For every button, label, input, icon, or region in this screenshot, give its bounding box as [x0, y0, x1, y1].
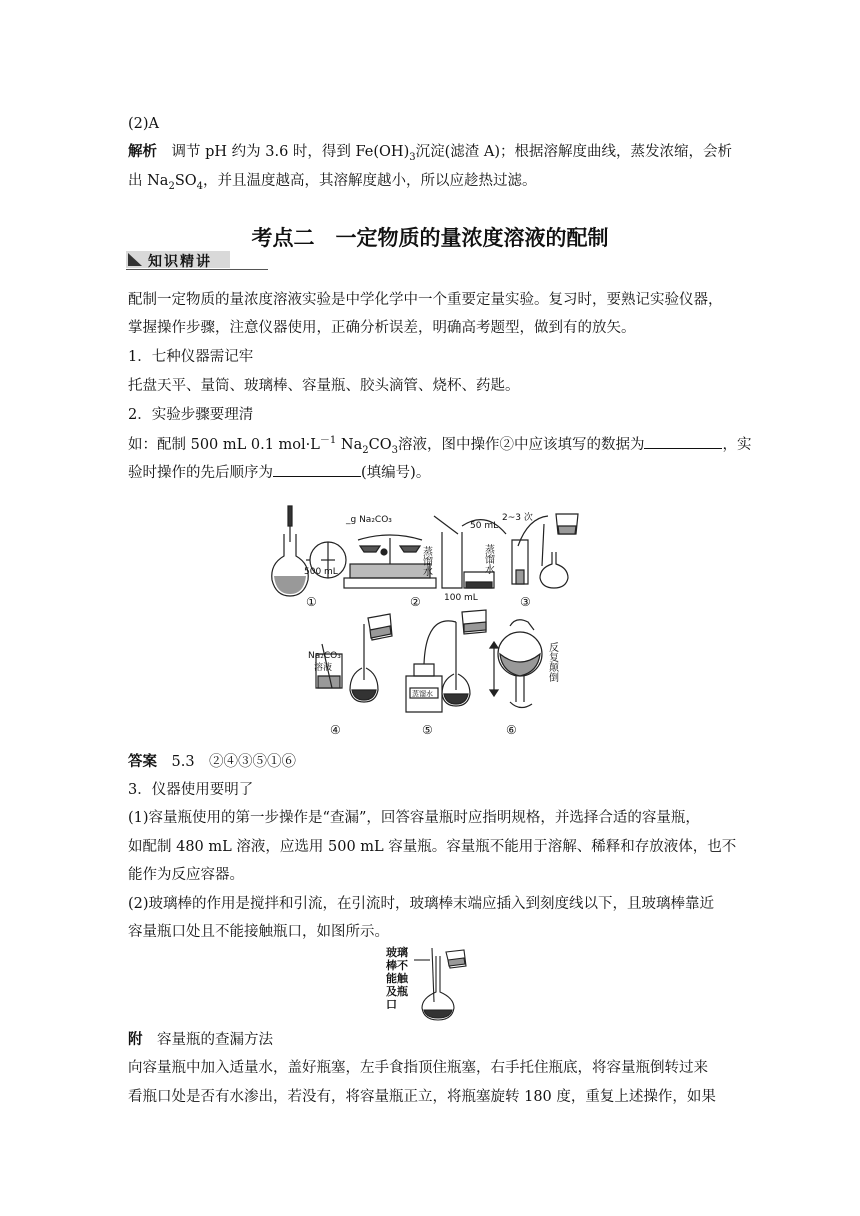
question-text: Na [336, 437, 363, 453]
para2-line-2: 容量瓶口处且不能接触瓶口，如图所示。 [128, 924, 389, 940]
step-5-number: ⑤ [422, 723, 433, 737]
para1-line-1: (1)容量瓶使用的第一步操作是“查漏”，回答容量瓶时应指明规格，并选择合适的容量瓶， [128, 810, 700, 826]
step-6-number: ⑥ [506, 723, 517, 737]
answer-blank-1[interactable] [644, 434, 722, 449]
superscript: －1 [319, 435, 337, 447]
step-2-number: ② [410, 595, 421, 609]
section-tag-label: 知识精讲 [148, 254, 212, 270]
appendix-line [128, 1030, 734, 1050]
subscript: 2 [168, 180, 175, 192]
label-char: 口 [386, 998, 397, 1011]
answer-text: 5.3 ②④③⑤①⑥ [171, 754, 297, 770]
label-invert: 反复颠倒 [546, 642, 558, 682]
item1-title: 1．七种仪器需记牢 [128, 349, 254, 365]
analysis-text: ，并且温度越高，其溶解度越小，所以应趁热过滤。 [203, 173, 537, 189]
step-1-number: ① [306, 595, 317, 609]
glass-rod-label [386, 946, 414, 1011]
glass-rod-diagram [414, 946, 474, 1022]
analysis-text: 出 Na [128, 173, 169, 189]
para1-line-3: 能作为反应容器。 [128, 867, 244, 883]
subscript: 4 [196, 180, 204, 192]
analysis-text: SO [174, 173, 197, 189]
appendix-label: 附 [128, 1032, 143, 1048]
last-line-2: 看瓶口处是否有水渗出，若没有，将容量瓶正立，将瓶塞旋转 180 度，重复上述操作，如果 [128, 1089, 716, 1105]
answer-line [128, 752, 734, 772]
section-tag [126, 249, 268, 271]
appendix-title: 容量瓶的查漏方法 [157, 1032, 273, 1048]
subscript: 3 [409, 151, 416, 163]
label-water-2: 蒸馏水 [482, 544, 494, 574]
label-char: 棒不 [386, 959, 408, 972]
item2-title: 2．实验步骤要理清 [128, 407, 254, 423]
para2-line-1: (2)玻璃棒的作用是搅拌和引流，在引流时，玻璃棒末端应插入到刻度线以下，且玻璃棒靠近 [128, 896, 715, 912]
intro-line-1: 配制一定物质的量浓度溶液实验是中学化学中一个重要定量实验。复习时，要熟记实验仪器， [128, 292, 723, 308]
item1-text: 托盘天平、量筒、玻璃棒、容量瓶、胶头滴管、烧杯、药匙。 [128, 378, 520, 394]
question-text: 溶液，图中操作②中应该填写的数据为 [397, 437, 645, 453]
label-water-1: 蒸馏水 [420, 546, 432, 576]
answer-blank-2[interactable] [273, 462, 361, 477]
question-line-2 [128, 462, 734, 483]
label-char: 玻璃 [386, 946, 408, 959]
analysis-line-2 [128, 171, 734, 191]
question-text: CO [368, 437, 392, 453]
question-text: 验时操作的先后顺序为 [128, 465, 273, 481]
label-50ml: 50 mL [470, 521, 499, 531]
label-bottle: 蒸馏水 [412, 690, 433, 698]
subscript: 2 [362, 444, 369, 456]
label-na2co3: Na₂CO₃ [308, 651, 341, 661]
procedure-diagram [266, 494, 596, 740]
step-3-number: ③ [520, 595, 531, 609]
analysis-text: 沉淀(滤渣 A)；根据溶解度曲线，蒸发浓缩，会析 [415, 144, 733, 160]
question-text: ，实 [722, 437, 752, 453]
last-line-1: 向容量瓶中加入适量水，盖好瓶塞，左手食指顶住瓶塞，右手托住瓶底，将容量瓶倒转过来 [128, 1060, 708, 1076]
subscript: 3 [391, 444, 398, 456]
question-text: 如：配制 500 mL 0.1 mol·L [128, 437, 320, 453]
label-char: 能触 [386, 972, 408, 985]
prev-answer: (2)A [128, 116, 160, 132]
para1-line-2: 如配制 480 mL 溶液，应选用 500 mL 容量瓶。容量瓶不能用于溶解、稀释和存放液体，也不 [128, 839, 737, 855]
procedure-figure [266, 494, 596, 744]
label-char: 及瓶 [386, 985, 408, 998]
label-mass: _g Na₂CO₃ [346, 515, 392, 525]
analysis-text: 调节 pH 约为 3.6 时，得到 Fe(OH) [171, 144, 410, 160]
intro-line-2: 掌握操作步骤，注意仪器使用，正确分析误差，明确高考题型，做到有的放矢。 [128, 320, 636, 336]
item3-title: 3．仪器使用要明了 [128, 782, 254, 798]
analysis-line-1 [128, 142, 734, 162]
label-100ml: 100 mL [444, 593, 478, 603]
section-title: 考点二 一定物质的量浓度溶液的配制 [251, 226, 609, 250]
question-text: (填编号)。 [361, 465, 431, 481]
analysis-label: 解析 [128, 144, 157, 160]
label-500ml: 500 mL [304, 567, 338, 577]
question-line-1 [128, 434, 752, 456]
step-4-number: ④ [330, 723, 341, 737]
label-solution: 溶液 [314, 663, 333, 673]
label-times: 2~3 次 [502, 513, 533, 523]
answer-label: 答案 [128, 754, 157, 770]
